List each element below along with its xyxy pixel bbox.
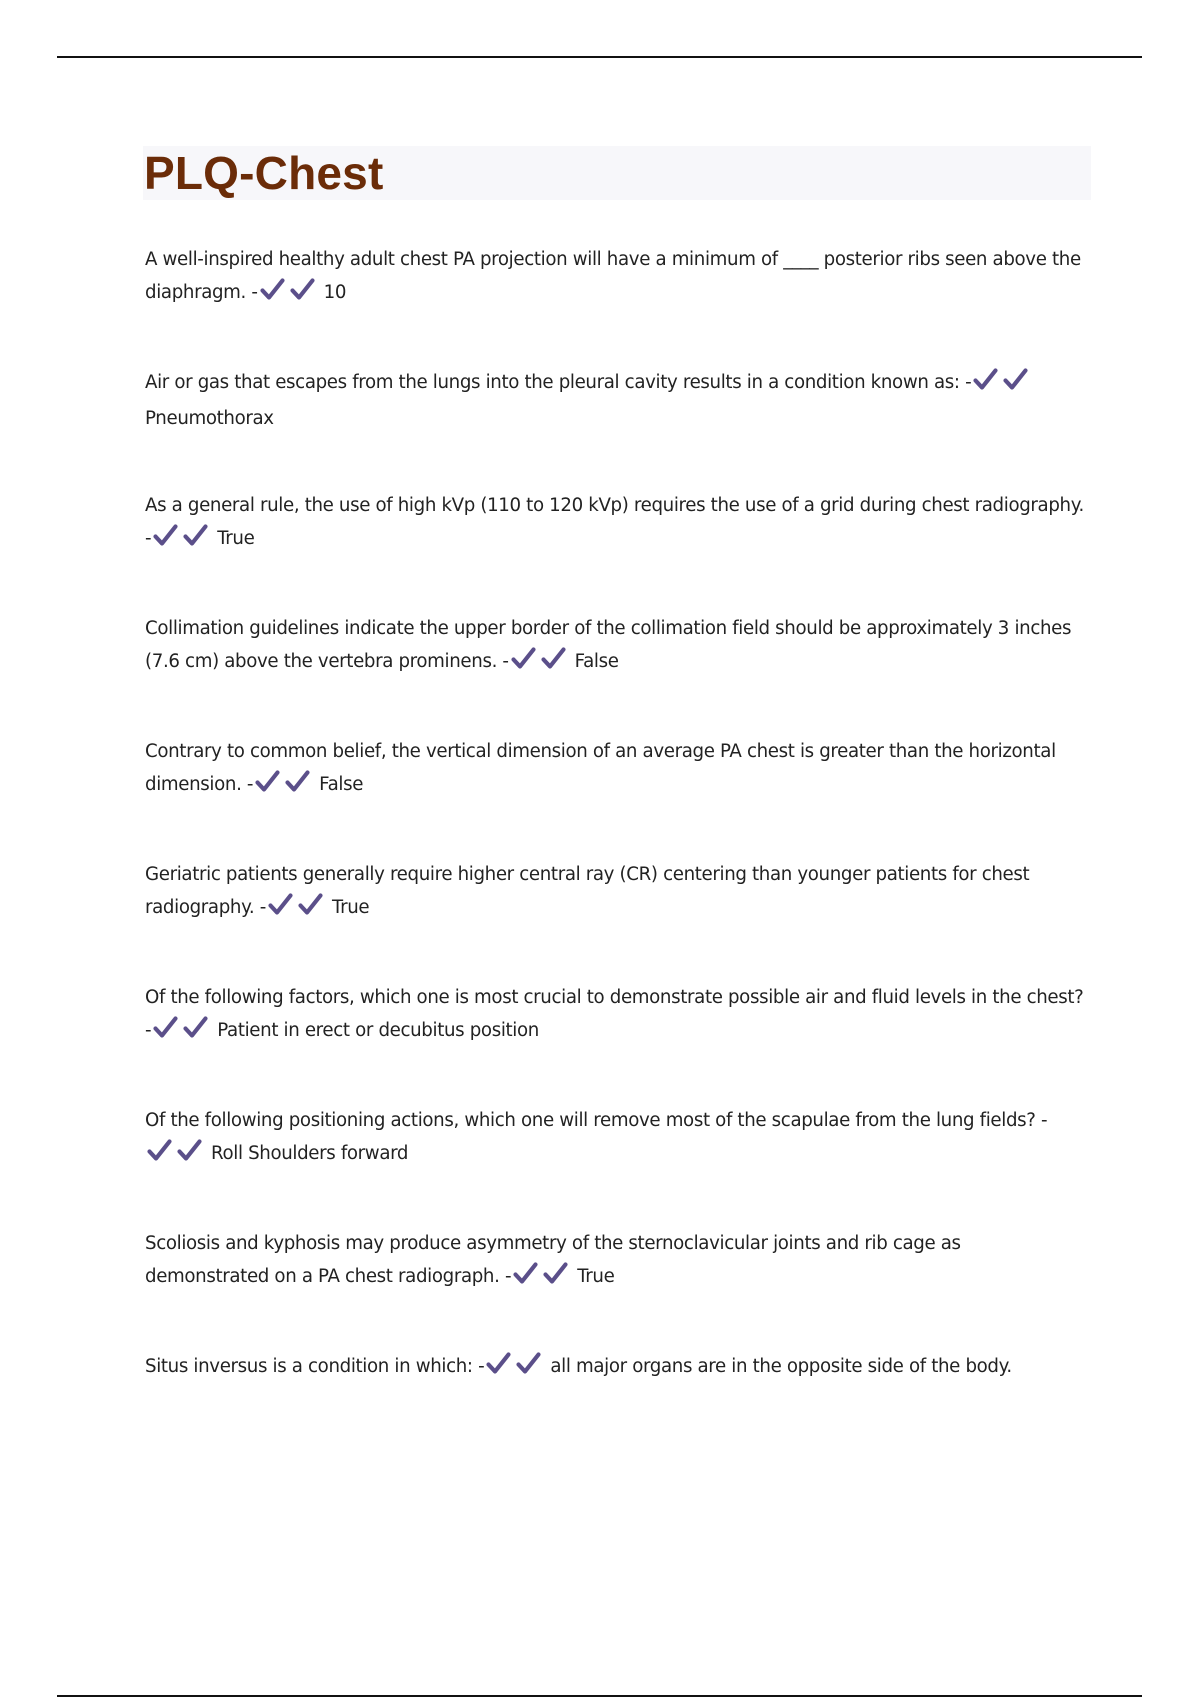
qa-item xyxy=(145,490,1085,613)
check-icon xyxy=(513,1262,538,1285)
answer-text: Pneumothorax xyxy=(145,407,274,429)
top-divider xyxy=(57,56,1142,58)
qa-item xyxy=(145,1351,1085,1474)
answer-text: Roll Shoulders forward xyxy=(211,1142,409,1164)
answer-text: Patient in erect or decubitus position xyxy=(217,1019,539,1041)
check-icon xyxy=(543,1262,568,1285)
question-text: As a general rule, the use of high kVp (110 to 120 kVp) requires the use of a grid during chest radiography. - xyxy=(145,495,1084,549)
check-icon xyxy=(285,770,310,793)
qa-item xyxy=(145,859,1085,982)
question-text: Geriatric patients generally require higher central ray (CR) centering than younger patients for chest radiography. - xyxy=(145,864,1030,918)
check-icons xyxy=(153,1016,213,1051)
page-title: PLQ-Chest xyxy=(144,147,384,199)
check-icons xyxy=(973,368,1033,403)
check-icon xyxy=(511,647,536,670)
answer-text: 10 xyxy=(323,281,347,303)
answer-text: False xyxy=(574,650,619,672)
check-icons xyxy=(147,1139,207,1174)
bottom-divider xyxy=(57,1695,1142,1697)
answer-text: True xyxy=(217,527,255,549)
check-icon xyxy=(516,1352,541,1375)
question-text: Of the following positioning actions, which one will remove most of the scapulae from the lung fields? - xyxy=(145,1110,1048,1131)
check-icon xyxy=(183,1016,208,1039)
check-icons xyxy=(268,893,328,928)
check-icon xyxy=(973,368,998,391)
answer-text: all major organs are in the opposite side of the body. xyxy=(550,1356,1012,1377)
question-text: Contrary to common belief, the vertical dimension of an average PA chest is greater than the horizontal dimension. - xyxy=(145,741,1056,795)
check-icon xyxy=(153,1016,178,1039)
qa-item xyxy=(145,367,1085,490)
check-icon xyxy=(486,1352,511,1375)
question-text: Of the following factors, which one is most crucial to demonstrate possible air and fluid levels in the chest? - xyxy=(145,987,1084,1041)
check-icon xyxy=(255,770,280,793)
qa-list xyxy=(145,244,1085,1474)
check-icon xyxy=(260,278,285,301)
check-icons xyxy=(255,770,315,805)
check-icon xyxy=(541,647,566,670)
check-icon xyxy=(298,893,323,916)
check-icon xyxy=(290,278,315,301)
question-text: Scoliosis and kyphosis may produce asymmetry of the sternoclavicular joints and rib cage as demonstrated on a PA chest radiograph. - xyxy=(145,1233,961,1287)
question-text: Air or gas that escapes from the lungs into the pleural cavity results in a condition known as: - xyxy=(145,372,972,393)
answer-text: False xyxy=(319,773,364,795)
question-text: A well-inspired healthy adult chest PA projection will have a minimum of ____ posterior ribs seen above the diaphragm. - xyxy=(145,249,1081,303)
check-icons xyxy=(513,1262,573,1297)
check-icon xyxy=(177,1139,202,1162)
qa-item xyxy=(145,244,1085,367)
check-icon xyxy=(1003,368,1028,391)
qa-item xyxy=(145,1228,1085,1351)
question-text: Situs inversus is a condition in which: - xyxy=(145,1356,485,1377)
check-icons xyxy=(260,278,320,313)
check-icons xyxy=(153,524,213,559)
qa-item xyxy=(145,1105,1085,1228)
check-icon xyxy=(268,893,293,916)
check-icon xyxy=(147,1139,172,1162)
answer-text: True xyxy=(331,896,370,918)
question-text: Collimation guidelines indicate the upper border of the collimation field should be approximately 3 inches (7.6 cm) above the vertebra prominens. - xyxy=(145,618,1072,672)
qa-item xyxy=(145,982,1085,1105)
answer-text: True xyxy=(577,1265,615,1287)
check-icon xyxy=(183,524,208,547)
check-icons xyxy=(486,1352,546,1387)
check-icon xyxy=(153,524,178,547)
check-icons xyxy=(511,647,571,682)
qa-item xyxy=(145,613,1085,736)
qa-item xyxy=(145,736,1085,859)
